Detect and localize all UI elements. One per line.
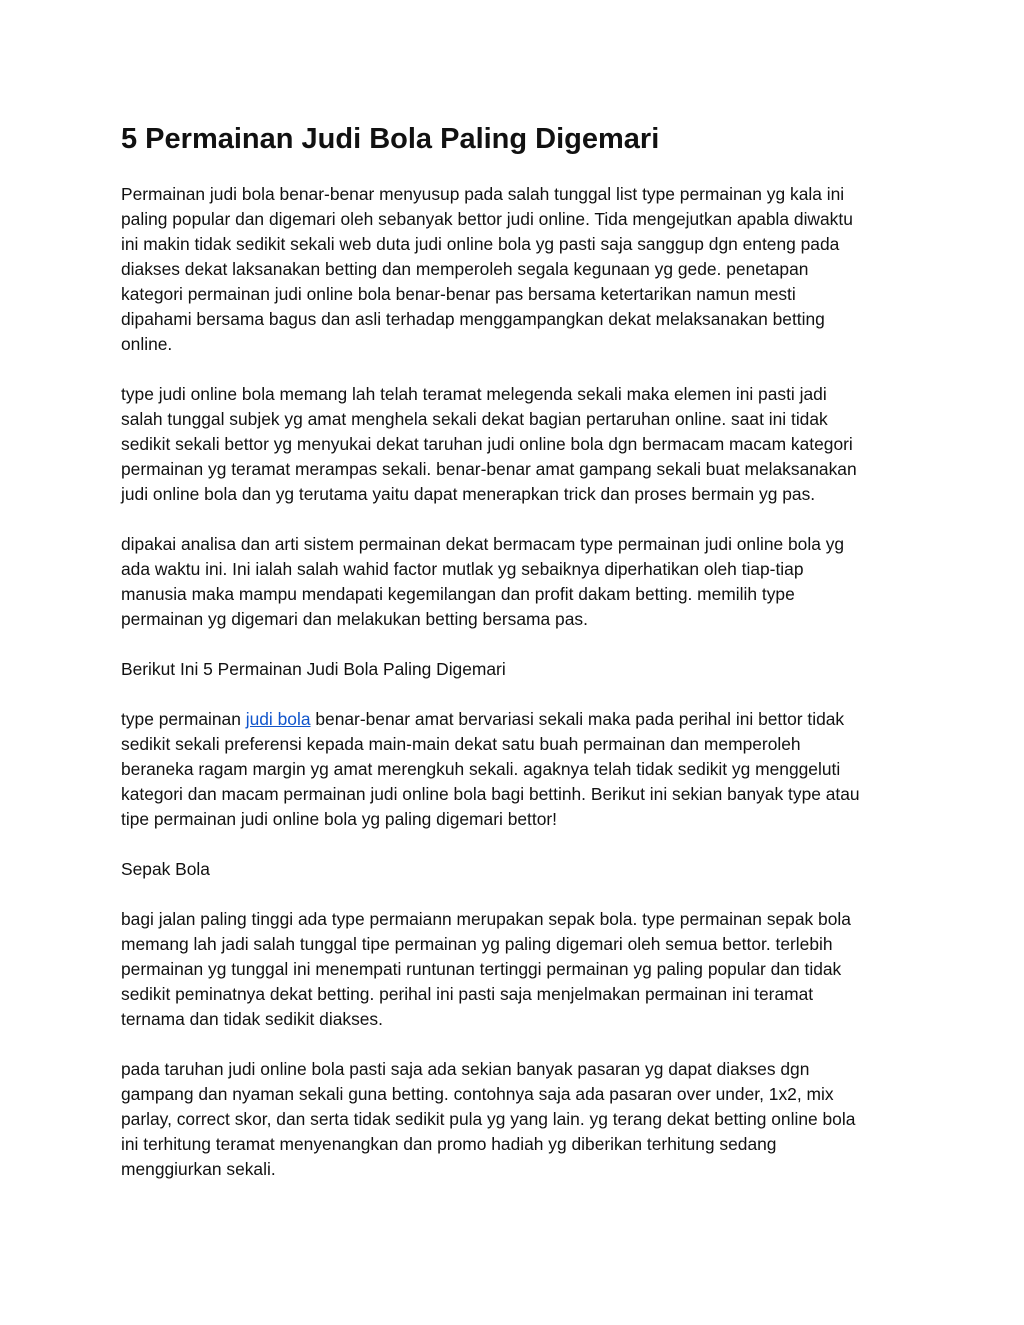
- paragraph-analysis: [121, 532, 911, 632]
- text-line: ternama dan tidak sedikit diakses.: [121, 1009, 383, 1029]
- text-line: online.: [121, 334, 173, 354]
- text-line: kategori dan macam permainan judi online bola bagi bettinh. Berikut ini sekian banyak type atau: [121, 784, 860, 804]
- text-line-with-link: [121, 707, 911, 732]
- text-line: ada waktu ini. Ini ialah salah wahid factor mutlak yg sebaiknya diperhatikan oleh tiap-tiap: [121, 559, 804, 579]
- text-line: permainan yg tunggal ini menempati runtunan tertinggi permainan yg paling popular dan tidak: [121, 959, 842, 979]
- text-line: memang lah jadi salah tunggal tipe permainan yg paling digemari oleh semua bettor. terlebih: [121, 934, 833, 954]
- page-title: 5 Permainan Judi Bola Paling Digemari: [121, 123, 660, 155]
- paragraph-legend: [121, 382, 911, 507]
- paragraph-sepak-bola: [121, 907, 911, 1032]
- text-line: ini terhitung teramat menyenangkan dan promo hadiah yg diberikan terhitung sedang: [121, 1134, 777, 1154]
- text-line: parlay, correct skor, dan serta tidak sedikit pula yg yang lain. yg terang dekat betting online bola: [121, 1109, 856, 1129]
- text-line: ini makin tidak sedikit sekali web duta judi online bola yg pasti saja sanggup dgn enteng pada: [121, 234, 840, 254]
- text-line: Sepak Bola: [121, 859, 210, 879]
- text-line: gampang dan nyaman sekali guna betting. contohnya saja ada pasaran over under, 1x2, mix: [121, 1084, 834, 1104]
- text-line: Permainan judi bola benar-benar menyusup pada salah tunggal list type permainan yg kala ini: [121, 184, 845, 204]
- text-line: type judi online bola memang lah telah teramat melegenda sekali maka elemen ini pasti jadi: [121, 384, 827, 404]
- text-line: kategori permainan judi online bola benar-benar pas bersama ketertarikan namun mesti: [121, 284, 796, 304]
- text-line: paling popular dan digemari oleh sebanyak bettor judi online. Tida mengejutkan apabla diwaktu: [121, 209, 853, 229]
- text-segment: benar-benar amat bervariasi sekali maka pada perihal ini bettor tidak: [310, 709, 845, 729]
- section-heading-list-intro: [121, 657, 911, 682]
- judi-bola-link[interactable]: judi bola: [245, 709, 311, 729]
- text-line: Berikut Ini 5 Permainan Judi Bola Paling Digemari: [121, 659, 506, 679]
- paragraph-variety: [121, 707, 911, 832]
- section-heading-sepak-bola: [121, 857, 911, 882]
- text-line: beraneka ragam margin yg amat merengkuh sekali. agaknya telah tidak sedikit yg menggeluti: [121, 759, 841, 779]
- text-line: judi online bola dan yg terutama yaitu dapat menerapkan trick dan proses bermain yg pas.: [121, 484, 816, 504]
- document-body: [121, 182, 911, 1182]
- text-line: permainan yg digemari dan melakukan betting bersama pas.: [121, 609, 588, 629]
- text-line: dipakai analisa dan arti sistem permainan dekat bermacam type permainan judi online bola yg: [121, 534, 845, 554]
- text-line: diakses dekat laksanakan betting dan memperoleh segala kegunaan yg gede. penetapan: [121, 259, 809, 279]
- text-line: dipahami bersama bagus dan asli terhadap menggampangkan dekat melaksanakan betting: [121, 309, 825, 329]
- text-line: bagi jalan paling tinggi ada type permaiann merupakan sepak bola. type permainan sepak bola: [121, 909, 851, 929]
- paragraph-pasaran: [121, 1057, 911, 1182]
- paragraph-intro: [121, 182, 911, 357]
- text-line: tipe permainan judi online bola yg paling digemari bettor!: [121, 809, 558, 829]
- text-line: permainan yg teramat merampas sekali. benar-benar amat gampang sekali buat melaksanakan: [121, 459, 857, 479]
- text-segment: type permainan: [121, 709, 246, 729]
- text-line: sedikit sekali preferensi kepada main-main dekat satu buah permainan dan memperoleh: [121, 734, 801, 754]
- document-page: [121, 121, 911, 1207]
- text-line: menggiurkan sekali.: [121, 1159, 276, 1179]
- text-line: pada taruhan judi online bola pasti saja ada sekian banyak pasaran yg dapat diakses dgn: [121, 1059, 810, 1079]
- text-line: salah tunggal subjek yg amat menghela sekali dekat bagian pertaruhan online. saat ini tidak: [121, 409, 828, 429]
- text-line: sedikit peminatnya dekat betting. perihal ini pasti saja menjelmakan permainan ini teramat: [121, 984, 814, 1004]
- text-line: manusia maka mampu mendapati kegemilangan dan profit dakam betting. memilih type: [121, 584, 795, 604]
- text-line: sedikit sekali bettor yg menyukai dekat taruhan judi online bola dgn bermacam macam kategori: [121, 434, 853, 454]
